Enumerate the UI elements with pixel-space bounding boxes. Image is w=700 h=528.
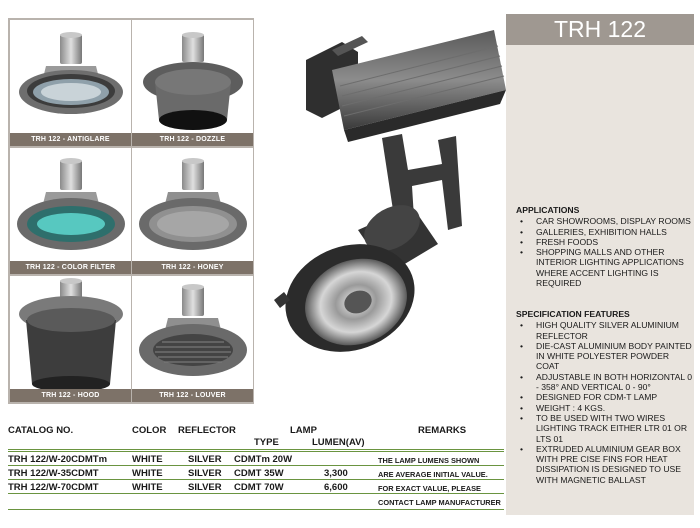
- dozzle-lamp-image: [132, 20, 253, 146]
- applications-heading: APPLICATIONS: [516, 205, 580, 215]
- cell-color: WHITE: [132, 468, 163, 479]
- accessory-hood: [10, 276, 131, 402]
- list-item: • DIE-CAST ALUMINIUM BODY PAINTED IN WHITE POLYESTER POWDER COAT: [516, 341, 694, 372]
- applications-section: [516, 205, 694, 288]
- list-item: • GALLERIES, EXHIBITION HALLS: [516, 227, 694, 237]
- accessory-caption: TRH 122 - HONEY: [132, 261, 253, 274]
- accessory-honey: [132, 148, 253, 274]
- cell-reflector: SILVER: [188, 468, 222, 479]
- table-divider: [8, 449, 504, 450]
- antiglare-lamp-image: [10, 20, 131, 146]
- list-item: • HIGH QUALITY SILVER ALUMINIUM REFLECTOR: [516, 320, 694, 341]
- cell-lamp-type: CDMT 70W: [234, 482, 284, 493]
- specification-heading: SPECIFICATION FEATURES: [516, 309, 630, 319]
- louver-lamp-image: [132, 276, 253, 402]
- cell-catalog-no: TRH 122/W-70CDMT: [8, 482, 99, 493]
- accessory-caption: TRH 122 - ANTIGLARE: [10, 133, 131, 146]
- list-item: • TO BE USED WITH TWO WIRES LIGHTING TRACK EITHER LTR 01 OR LTS 01: [516, 413, 694, 444]
- product-title: TRH 122: [506, 14, 694, 45]
- accessory-antiglare: [10, 20, 131, 146]
- list-item: • FRESH FOODS: [516, 237, 694, 247]
- accessory-caption: TRH 122 - HOOD: [10, 389, 131, 402]
- cell-reflector: SILVER: [188, 482, 222, 493]
- cell-catalog-no: TRH 122/W-20CDMTm: [8, 454, 108, 465]
- list-item: • WEIGHT : 4 KGS.: [516, 403, 694, 413]
- header-type: TYPE: [254, 437, 279, 448]
- header-color: COLOR: [132, 425, 167, 436]
- cell-catalog-no: TRH 122/W-35CDMT: [8, 468, 99, 479]
- header-lamp: LAMP: [290, 425, 317, 436]
- accessory-caption: TRH 122 - DOZZLE: [132, 133, 253, 146]
- table-divider: [8, 493, 504, 494]
- accessory-caption: TRH 122 - COLOR FILTER: [10, 261, 131, 274]
- cell-lumen: 3,300: [324, 468, 348, 479]
- cell-color: WHITE: [132, 454, 163, 465]
- cell-color: WHITE: [132, 482, 163, 493]
- table-divider: [8, 465, 504, 466]
- accessory-color-filter: [10, 148, 131, 274]
- cell-lamp-type: CDMTm 20W: [234, 454, 293, 465]
- remark-line: THE LAMP LUMENS SHOWN: [378, 456, 480, 465]
- remark-line: FOR EXACT VALUE, PLEASE: [378, 484, 481, 493]
- track-light-product-image: [262, 30, 512, 360]
- accessory-caption: TRH 122 - LOUVER: [132, 389, 253, 402]
- list-item: • EXTRUDED ALUMINIUM GEAR BOX WITH PRE CISE FINS FOR HEAT DISSIPATION IS DESIGNED TO USE WITH MAGNETIC BALLAST: [516, 444, 694, 485]
- table-divider: [8, 479, 504, 480]
- remark-line: CONTACT LAMP MANUFACTURER: [378, 498, 501, 507]
- header-remarks: REMARKS: [418, 425, 467, 436]
- accessory-dozzle: [132, 20, 253, 146]
- hood-lamp-image: [10, 276, 131, 402]
- color-filter-lamp-image: [10, 148, 131, 274]
- table-divider: [8, 451, 504, 452]
- header-reflector: REFLECTOR: [178, 425, 236, 436]
- header-lumen: LUMEN(AV): [312, 437, 365, 448]
- table-divider: [8, 509, 504, 510]
- list-item: • CAR SHOWROOMS, DISPLAY ROOMS: [516, 216, 694, 226]
- remark-line: ARE AVERAGE INITIAL VALUE.: [378, 470, 488, 479]
- list-item: • ADJUSTABLE IN BOTH HORIZONTAL 0 - 358° AND VERTICAL 0 - 90°: [516, 372, 694, 393]
- specification-features-section: [516, 309, 694, 485]
- cell-lamp-type: CDMT 35W: [234, 468, 284, 479]
- cell-lumen: 6,600: [324, 482, 348, 493]
- honey-lamp-image: [132, 148, 253, 274]
- accessory-grid: [8, 18, 254, 404]
- header-catalog-no: CATALOG NO.: [8, 425, 74, 436]
- list-item: • SHOPPING MALLS AND OTHER INTERIOR LIGHTING APPLICATIONS WHERE ACCENT LIGHTING IS REQUIRED: [516, 247, 694, 288]
- cell-reflector: SILVER: [188, 454, 222, 465]
- accessory-louver: [132, 276, 253, 402]
- list-item: • DESIGNED FOR CDM-T LAMP: [516, 392, 694, 402]
